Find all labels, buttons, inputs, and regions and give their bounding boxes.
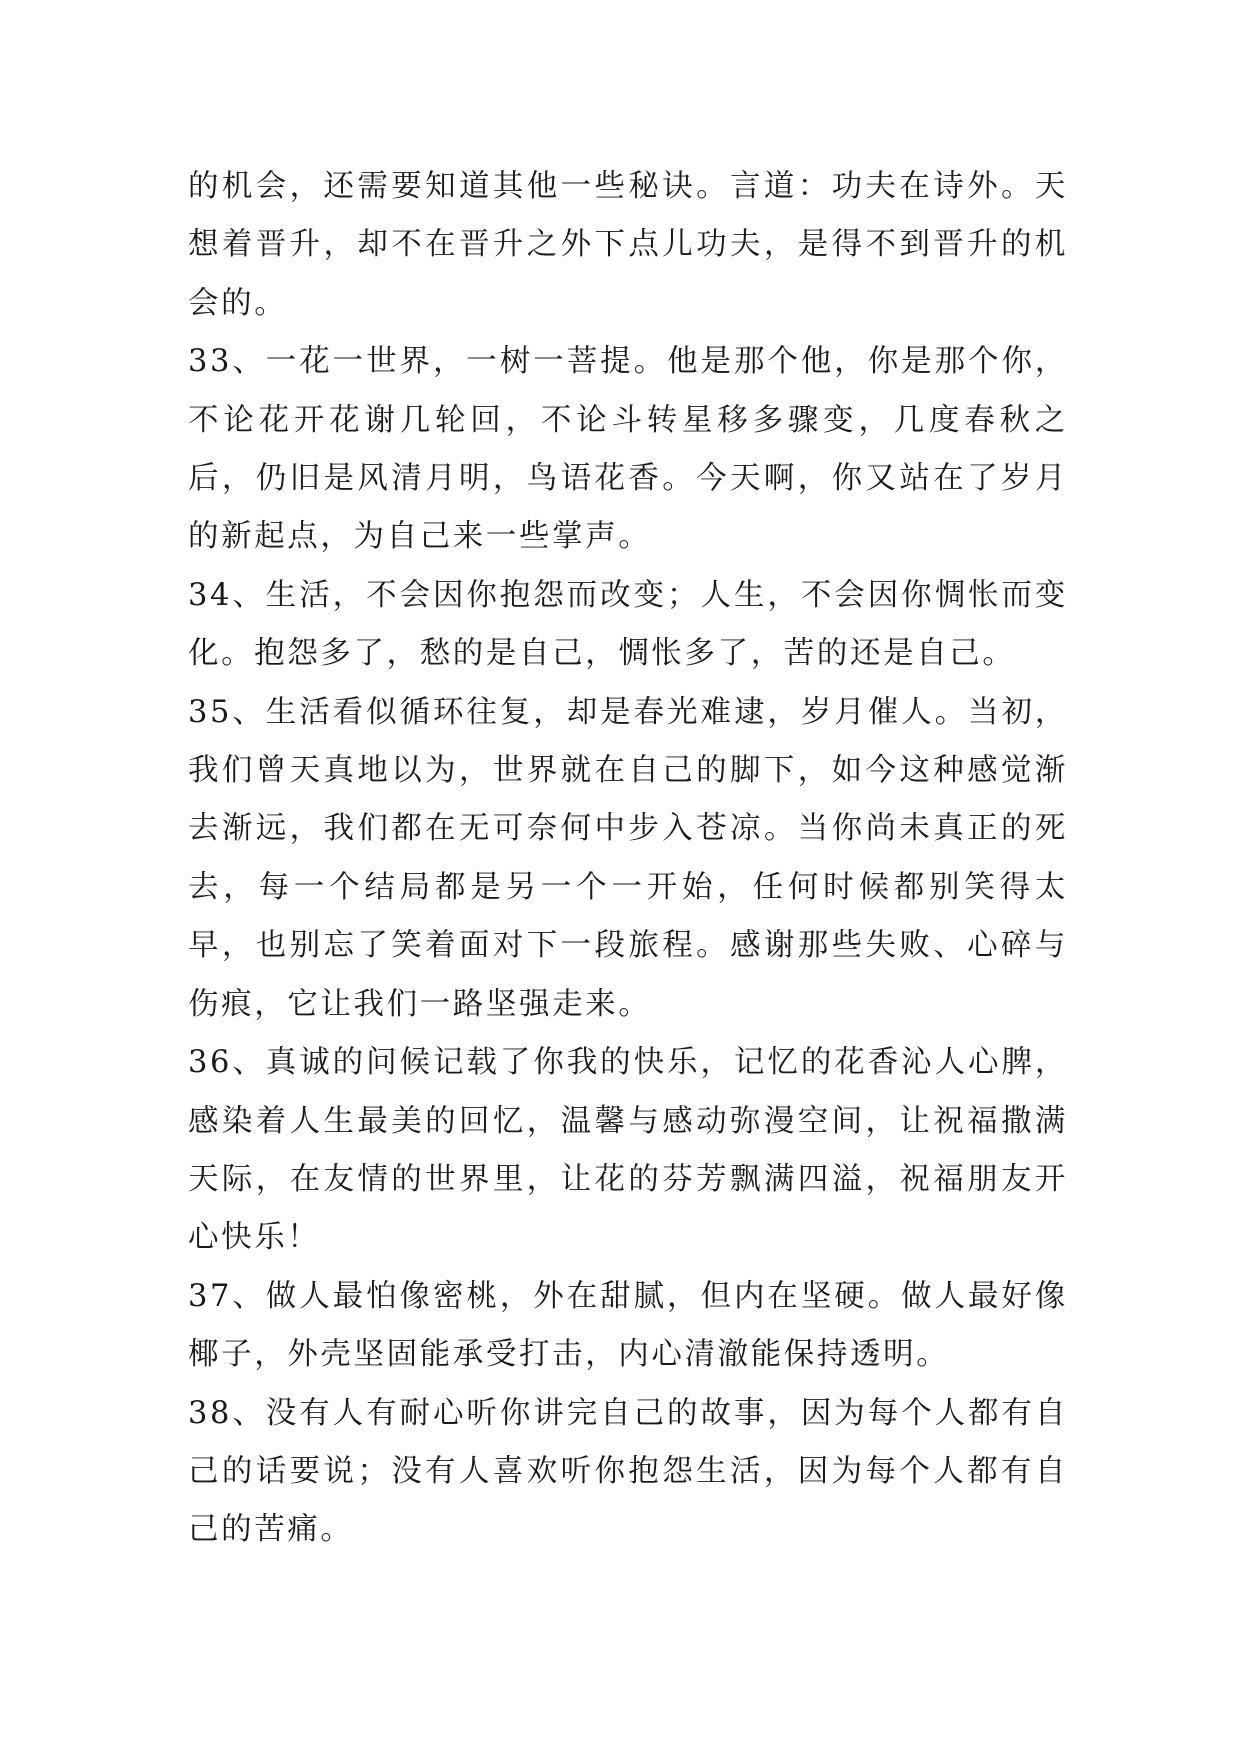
paragraph-37: 37、做人最怕像密桃，外在甜腻，但内在坚硬。做人最好像椰子，外壳坚固能承受打击，内心清澈能保持透明。	[188, 1278, 1068, 1373]
paragraph-34: 34、生活，不会因你抱怨而改变；人生，不会因你惆怅而变化。抱怨多了，愁的是自己，惆怅多了，苦的还是自己。	[188, 577, 1068, 672]
paragraph-continuation: 的机会，还需要知道其他一些秘诀。言道：功夫在诗外。天想着晋升，却不在晋升之外下点儿功夫，是得不到晋升的机会的。	[188, 169, 1068, 321]
paragraph-35: 35、生活看似循环往复，却是春光难逮，岁月催人。当初，我们曾天真地以为，世界就在自己的脚下，如今这种感觉渐去渐远，我们都在无可奈何中步入苍凉。当你尚未真正的死去，每一个结局都是另一个一开始，任何时候都别笑得太早，也别忘了笑着面对下一段旅程。感谢那些失败、心碎与伤痕，它让我们一路坚强走来。	[188, 694, 1068, 1022]
paragraph-33: 33、一花一世界，一树一菩提。他是那个他，你是那个你，不论花开花谢几轮回，不论斗转星移多骤变，几度春秋之后，仍旧是风清月明，鸟语花香。今天啊，你又站在了岁月的新起点，为自己来一些掌声。	[188, 344, 1068, 555]
paragraph-36: 36、真诚的问候记载了你我的快乐，记忆的花香沁人心脾，感染着人生最美的回忆，温馨与感动弥漫空间，让祝福撒满天际，在友情的世界里，让花的芬芳飘满四溢，祝福朋友开心快乐！	[188, 1045, 1068, 1256]
document-body	[188, 158, 1068, 1560]
paragraph-38: 38、没有人有耐心听你讲完自己的故事，因为每个人都有自己的话要说；没有人喜欢听你抱怨生活，因为每个人都有自己的苦痛。	[188, 1395, 1068, 1548]
